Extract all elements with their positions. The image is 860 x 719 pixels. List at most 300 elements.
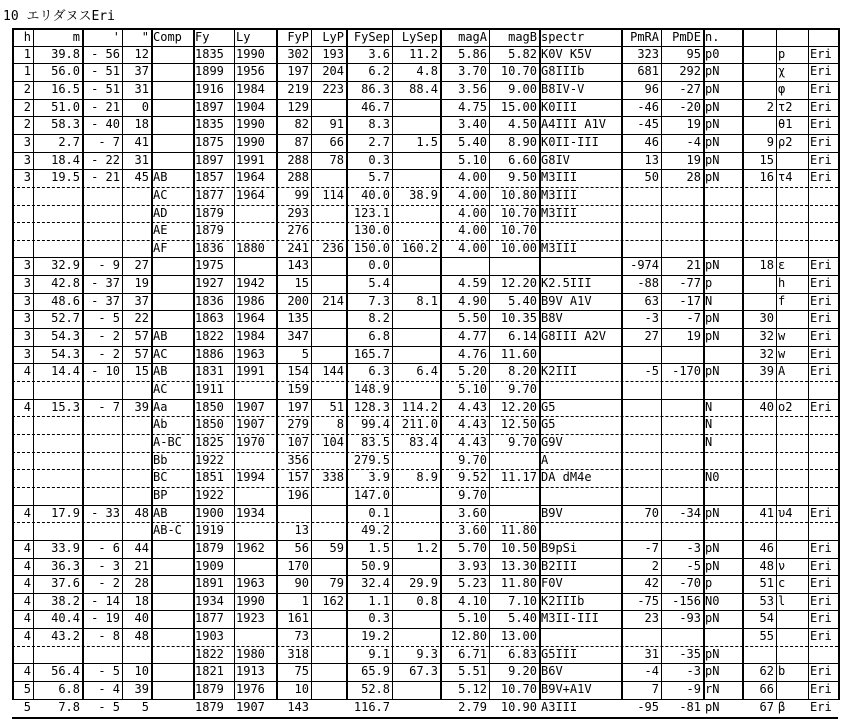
cell-arcsec: 5	[141, 699, 149, 714]
cell-constellation	[808, 470, 838, 488]
cell-maga: 9.70	[458, 487, 487, 502]
cell-pmde	[661, 488, 703, 506]
table-row	[12, 275, 838, 294]
cell-fyp	[276, 506, 311, 524]
cell-magb: 11.60	[500, 346, 537, 361]
cell-lysep: 83.4	[409, 434, 438, 449]
cell-pmra: -95	[637, 699, 659, 714]
cell-h	[12, 223, 33, 241]
cell-m: 7.8	[58, 699, 80, 714]
cell-fysep: 116.7	[353, 699, 390, 714]
cell-flamsteed: 40	[759, 399, 774, 414]
cell-note: pN	[705, 699, 720, 714]
cell-spectr: spectr	[541, 30, 585, 44]
cell-magb: 10.00	[500, 240, 537, 255]
cell-m	[33, 435, 82, 453]
cell-m: 17.9	[51, 505, 80, 520]
cell-magb: 5.82	[508, 46, 537, 61]
cell-comp: BC	[153, 470, 168, 485]
cell-bayer: b	[778, 664, 786, 679]
cell-flamsteed: 51	[759, 576, 774, 591]
cell-lysep	[392, 347, 440, 365]
cell-bayer: l	[778, 593, 786, 608]
cell-arcmin: - 37	[91, 293, 120, 308]
cell-spectr: G8III A2V	[541, 329, 607, 344]
cell-fyp: 159	[287, 382, 309, 396]
cell-comp: AC	[153, 187, 168, 202]
cell-comp: Ab	[153, 417, 168, 432]
cell-h: 4	[23, 505, 31, 520]
cell-constellation	[808, 647, 838, 665]
cell-magb: 13.00	[500, 629, 537, 644]
cell-note: pN	[705, 558, 720, 573]
cell-fysep: 52.8	[361, 682, 390, 697]
cell-fyp: 1	[301, 593, 309, 608]
cell-fysep: 279.5	[353, 452, 390, 467]
cell-h: 2	[23, 81, 31, 96]
cell-arcsec: 37	[134, 293, 149, 308]
cell-fyp: 219	[287, 81, 309, 96]
cell-lysep: 29.9	[409, 576, 438, 591]
cell-maga: 5.10	[458, 152, 487, 167]
cell-m	[33, 488, 82, 506]
cell-arcmin	[82, 241, 122, 259]
cell-m: 56.4	[51, 664, 80, 679]
cell-arcsec	[122, 188, 151, 206]
cell-note	[703, 453, 742, 471]
cell-bayer	[776, 541, 808, 559]
cell-arcmin: - 5	[98, 664, 120, 679]
cell-fyp: 356	[287, 452, 309, 467]
cell-arcmin: - 10	[91, 364, 120, 379]
cell-fysep: 128.3	[353, 399, 390, 414]
cell-arcsec: 41	[134, 134, 149, 149]
cell-comp	[151, 559, 193, 577]
cell-magb: 9.00	[508, 81, 537, 96]
table-row	[12, 699, 838, 719]
cell-fy: 1911	[195, 382, 224, 396]
cell-fysep: 0.0	[368, 258, 390, 273]
cell-magb: 15.00	[500, 99, 537, 114]
cell-h: 1	[23, 46, 31, 61]
cell-ly: 1964	[236, 187, 265, 202]
cell-fy: 1821	[195, 664, 224, 679]
cell-h	[12, 188, 33, 206]
cell-fysep: 8.2	[368, 311, 390, 326]
cell-ly: 1942	[236, 276, 265, 291]
table-row	[12, 646, 838, 665]
cell-comp	[151, 276, 193, 294]
cell-fysep: 9.1	[368, 646, 390, 661]
cell-fy: 1903	[195, 629, 224, 644]
cell-pmra	[621, 188, 661, 206]
cell-ly: 1990	[236, 117, 265, 132]
cell-note: p	[705, 276, 713, 291]
cell-fy: 1897	[195, 99, 224, 114]
cell-maga: 3.93	[458, 558, 487, 573]
cell-comp	[151, 311, 193, 329]
cell-magb: 12.50	[500, 417, 537, 432]
cell-note: n.	[705, 30, 720, 44]
cell-constellation	[808, 206, 838, 224]
cell-h: 4	[23, 576, 31, 591]
cell-h	[12, 453, 33, 471]
cell-note: p	[705, 576, 713, 591]
cell-constellation: Eri	[810, 46, 832, 61]
cell-flamsteed: 62	[759, 664, 774, 679]
table-row	[12, 505, 838, 524]
cell-m	[33, 417, 82, 435]
cell-flamsteed	[742, 117, 776, 135]
cell-comp	[151, 117, 193, 135]
cell-flamsteed: 16	[759, 170, 774, 185]
cell-comp: AB	[153, 329, 168, 344]
cell-fysep: 165.7	[353, 346, 390, 361]
cell-note: pN	[705, 505, 720, 520]
cell-pmde	[661, 206, 703, 224]
cell-fysep: 5.4	[368, 276, 390, 291]
cell-fyp: 276	[287, 223, 309, 238]
cell-bayer: f	[778, 293, 786, 308]
cell-fy: 1879	[195, 540, 224, 555]
cell-ly: 1984	[236, 329, 265, 344]
cell-maga: 5.70	[458, 540, 487, 555]
cell-maga: 3.40	[458, 117, 487, 132]
cell-flamsteed: 48	[759, 558, 774, 573]
cell-spectr: B9pSi	[541, 540, 578, 555]
cell-comp	[151, 682, 193, 700]
cell-m	[33, 382, 82, 400]
cell-bayer: w	[778, 329, 786, 344]
cell-arcmin: - 5	[98, 311, 120, 326]
cell-bayer	[776, 629, 808, 647]
cell-fyp: 288	[287, 152, 309, 167]
table-row	[12, 240, 838, 259]
cell-spectr: K0V K5V	[541, 46, 592, 61]
cell-magb: 12.20	[500, 276, 537, 291]
cell-fyp: 197	[287, 64, 309, 79]
cell-magb: 6.60	[508, 152, 537, 167]
cell-lysep: 8.9	[416, 470, 438, 485]
cell-lysep	[392, 258, 440, 276]
cell-fy: 1835	[195, 117, 224, 132]
cell-pmde: 19	[686, 152, 701, 167]
cell-spectr: G5	[541, 417, 556, 432]
cell-comp	[151, 100, 193, 118]
cell-note: pN	[705, 329, 720, 344]
cell-magb: 10.70	[500, 205, 537, 220]
cell-constellation: Eri	[810, 99, 832, 114]
cell-pmde: -9	[686, 682, 701, 697]
cell-maga: 5.20	[458, 364, 487, 379]
cell-arcmin: - 2	[98, 346, 120, 361]
cell-h: h	[23, 30, 31, 44]
cell-note: pN	[705, 611, 720, 626]
cell-flamsteed	[742, 82, 776, 100]
table-row	[12, 187, 838, 206]
cell-pmde: -17	[679, 293, 701, 308]
cell-constellation: Eri	[810, 664, 832, 679]
table-row	[12, 487, 838, 506]
cell-m: 52.7	[51, 311, 80, 326]
cell-m	[33, 523, 82, 541]
cell-fysep: 5.7	[368, 170, 390, 185]
cell-lyp: 59	[329, 540, 344, 555]
cell-arcsec	[122, 382, 151, 400]
cell-magb	[489, 258, 539, 276]
cell-fy: 1879	[195, 699, 224, 714]
table-row	[12, 152, 838, 171]
cell-magb: 12.20	[500, 399, 537, 414]
table-row	[12, 346, 838, 365]
cell-pmde	[661, 400, 703, 418]
cell-arcmin	[82, 417, 122, 435]
cell-fyp: 10	[294, 682, 309, 697]
cell-constellation: Eri	[810, 276, 832, 291]
cell-ly	[234, 258, 276, 276]
cell-comp	[151, 700, 193, 718]
cell-h: 4	[23, 593, 31, 608]
cell-arcmin: - 21	[91, 99, 120, 114]
cell-lyp	[311, 700, 346, 718]
cell-flamsteed	[742, 64, 776, 82]
cell-arcmin: - 40	[91, 117, 120, 132]
table-row	[12, 257, 838, 276]
cell-comp	[151, 135, 193, 153]
cell-h: 3	[23, 258, 31, 273]
cell-spectr: B8IV-V	[541, 81, 585, 96]
cell-spectr	[539, 223, 621, 241]
cell-h	[12, 470, 33, 488]
cell-fy: 1857	[195, 170, 224, 185]
cell-comp	[151, 47, 193, 65]
cell-magb: 9.20	[508, 664, 537, 679]
cell-lyp: 8	[336, 417, 344, 432]
cell-note: pN	[705, 664, 720, 679]
cell-lyp: 114	[322, 187, 344, 202]
cell-flamsteed: 18	[759, 258, 774, 273]
cell-pmde: -93	[679, 611, 701, 626]
cell-fyp: 99	[294, 187, 309, 202]
cell-constellation: Eri	[810, 593, 832, 608]
cell-fyp: 129	[287, 99, 309, 114]
cell-h	[12, 488, 33, 506]
cell-lysep: 38.9	[409, 187, 438, 202]
cell-arcmin	[82, 523, 122, 541]
cell-arcsec: 10	[134, 664, 149, 679]
cell-arcsec: 48	[134, 629, 149, 644]
cell-constellation	[808, 382, 838, 400]
cell-pmde: -77	[679, 276, 701, 291]
cell-h: 4	[23, 629, 31, 644]
cell-lysep	[392, 276, 440, 294]
cell-ly: 1907	[236, 399, 265, 414]
cell-magb: 4.50	[508, 117, 537, 132]
cell-m	[33, 470, 82, 488]
cell-arcmin: - 4	[98, 682, 120, 697]
cell-pmde: 21	[686, 258, 701, 273]
cell-ly: 1904	[236, 99, 265, 114]
cell-lysep	[392, 629, 440, 647]
cell-h: 3	[23, 276, 31, 291]
cell-fy: 1886	[195, 346, 224, 361]
cell-fy: 1879	[195, 205, 224, 220]
cell-maga: 4.00	[458, 240, 487, 255]
cell-h: 2	[23, 99, 31, 114]
cell-spectr: B9V+A1V	[541, 682, 592, 697]
cell-arcsec	[122, 647, 151, 665]
cell-fysep: 148.9	[353, 382, 390, 396]
cell-lyp	[311, 170, 346, 188]
cell-ly	[234, 559, 276, 577]
cell-fy: 1900	[195, 505, 224, 520]
cell-constellation	[808, 435, 838, 453]
cell-flamsteed	[742, 47, 776, 65]
cell-ly: 1990	[236, 134, 265, 149]
cell-ly: 1962	[236, 540, 265, 555]
table-row	[12, 558, 838, 577]
cell-note: pN	[705, 134, 720, 149]
cell-flamsteed: 39	[759, 364, 774, 379]
cell-note: pN	[705, 81, 720, 96]
cell-bayer	[776, 453, 808, 471]
cell-arcmin: - 2	[98, 576, 120, 591]
cell-pmde: 19	[686, 117, 701, 132]
cell-note: pN	[705, 364, 720, 379]
cell-flamsteed	[742, 276, 776, 294]
cell-comp: A-BC	[153, 434, 182, 449]
cell-maga: 6.71	[458, 646, 487, 661]
cell-magb: 9.70	[508, 382, 537, 396]
cell-flamsteed: 54	[759, 611, 774, 626]
cell-spectr: K2III	[541, 364, 578, 379]
cell-note: pN	[705, 540, 720, 555]
cell-bayer: c	[778, 576, 786, 591]
cell-flamsteed: 55	[759, 629, 774, 644]
table-row	[12, 134, 838, 153]
cell-spectr: F0V	[541, 576, 563, 591]
cell-spectr	[539, 629, 621, 647]
cell-pmde: -3	[686, 664, 701, 679]
cell-spectr: G5III	[541, 646, 578, 661]
cell-bayer: θ1	[778, 117, 793, 132]
cell-spectr: G8IV	[541, 152, 570, 167]
cell-m: 54.3	[51, 346, 80, 361]
cell-arcsec	[122, 470, 151, 488]
cell-constellation: Eri	[810, 364, 832, 379]
cell-fyp: 82	[294, 117, 309, 132]
cell-m: 51.0	[51, 99, 80, 114]
table-row	[12, 663, 838, 682]
cell-lysep: 11.2	[409, 46, 438, 61]
cell-ly	[234, 523, 276, 541]
cell-maga: 3.60	[458, 523, 487, 538]
cell-flamsteed	[742, 453, 776, 471]
cell-lysep	[392, 506, 440, 524]
cell-arcmin: - 7	[98, 134, 120, 149]
cell-lyp: 91	[329, 117, 344, 132]
cell-bayer: υ4	[778, 505, 793, 520]
cell-arcsec	[122, 241, 151, 259]
cell-lysep: 9.3	[416, 646, 438, 661]
cell-lysep	[392, 523, 440, 541]
cell-lyp	[311, 276, 346, 294]
cell-lysep	[392, 682, 440, 700]
cell-arcmin: - 51	[91, 64, 120, 79]
cell-lyp: 144	[322, 364, 344, 379]
cell-arcsec	[122, 223, 151, 241]
cell-ly: 1907	[236, 699, 265, 714]
cell-pmra	[621, 453, 661, 471]
cell-m: 38.2	[51, 593, 80, 608]
cell-h: 3	[23, 134, 31, 149]
cell-arcsec	[122, 417, 151, 435]
cell-m: 36.3	[51, 558, 80, 573]
cell-constellation	[808, 523, 838, 541]
cell-flamsteed: 53	[759, 593, 774, 608]
cell-comp: Bb	[153, 452, 168, 467]
cell-lysep: 6.4	[416, 364, 438, 379]
cell-ly: 1990	[236, 46, 265, 61]
cell-note: N0	[705, 470, 720, 485]
cell-lysep: 0.8	[416, 593, 438, 608]
cell-lysep: 114.2	[401, 399, 438, 414]
cell-fy: 1934	[195, 593, 224, 608]
cell-bayer: ρ2	[778, 134, 793, 149]
cell-bayer: τ2	[778, 99, 793, 114]
cell-fy: 1825	[195, 434, 224, 449]
cell-comp: AD	[153, 205, 168, 220]
cell-m: 15.3	[51, 399, 80, 414]
cell-note: N	[705, 417, 713, 432]
cell-fy: 1891	[195, 576, 224, 591]
cell-fy: 1909	[195, 558, 224, 573]
cell-flamsteed: 41	[759, 505, 774, 520]
page-title: 10 エリダヌスEri	[3, 9, 115, 24]
cell-fy: 1851	[195, 470, 224, 485]
cell-pmde: -156	[672, 593, 701, 608]
cell-lysep	[392, 488, 440, 506]
cell-pmra	[621, 223, 661, 241]
cell-h	[12, 206, 33, 224]
cell-fy: 1850	[195, 399, 224, 414]
cell-maga: 4.90	[458, 293, 487, 308]
cell-comp: AB	[153, 505, 168, 520]
cell-comp	[151, 258, 193, 276]
cell-ly	[234, 382, 276, 400]
cell-m: 14.4	[51, 364, 80, 379]
cell-fysep: 32.4	[361, 576, 390, 591]
cell-ly: 1964	[236, 170, 265, 185]
cell-h	[12, 417, 33, 435]
cell-arcsec: 44	[134, 540, 149, 555]
cell-lyp: 223	[322, 81, 344, 96]
cell-pmde: -4	[686, 134, 701, 149]
cell-note	[703, 188, 742, 206]
cell-arcmin: - 21	[91, 170, 120, 185]
cell-arcmin: - 7	[98, 399, 120, 414]
table-row	[12, 205, 838, 224]
cell-lyp	[311, 611, 346, 629]
cell-lyp	[311, 453, 346, 471]
cell-fysep: 3.6	[368, 46, 390, 61]
cell-h: 4	[23, 540, 31, 555]
cell-fy: 1822	[195, 646, 224, 661]
cell-lysep	[392, 100, 440, 118]
cell-fysep: 1.1	[368, 593, 390, 608]
cell-m	[33, 647, 82, 665]
cell-magb: 11.80	[500, 576, 537, 591]
